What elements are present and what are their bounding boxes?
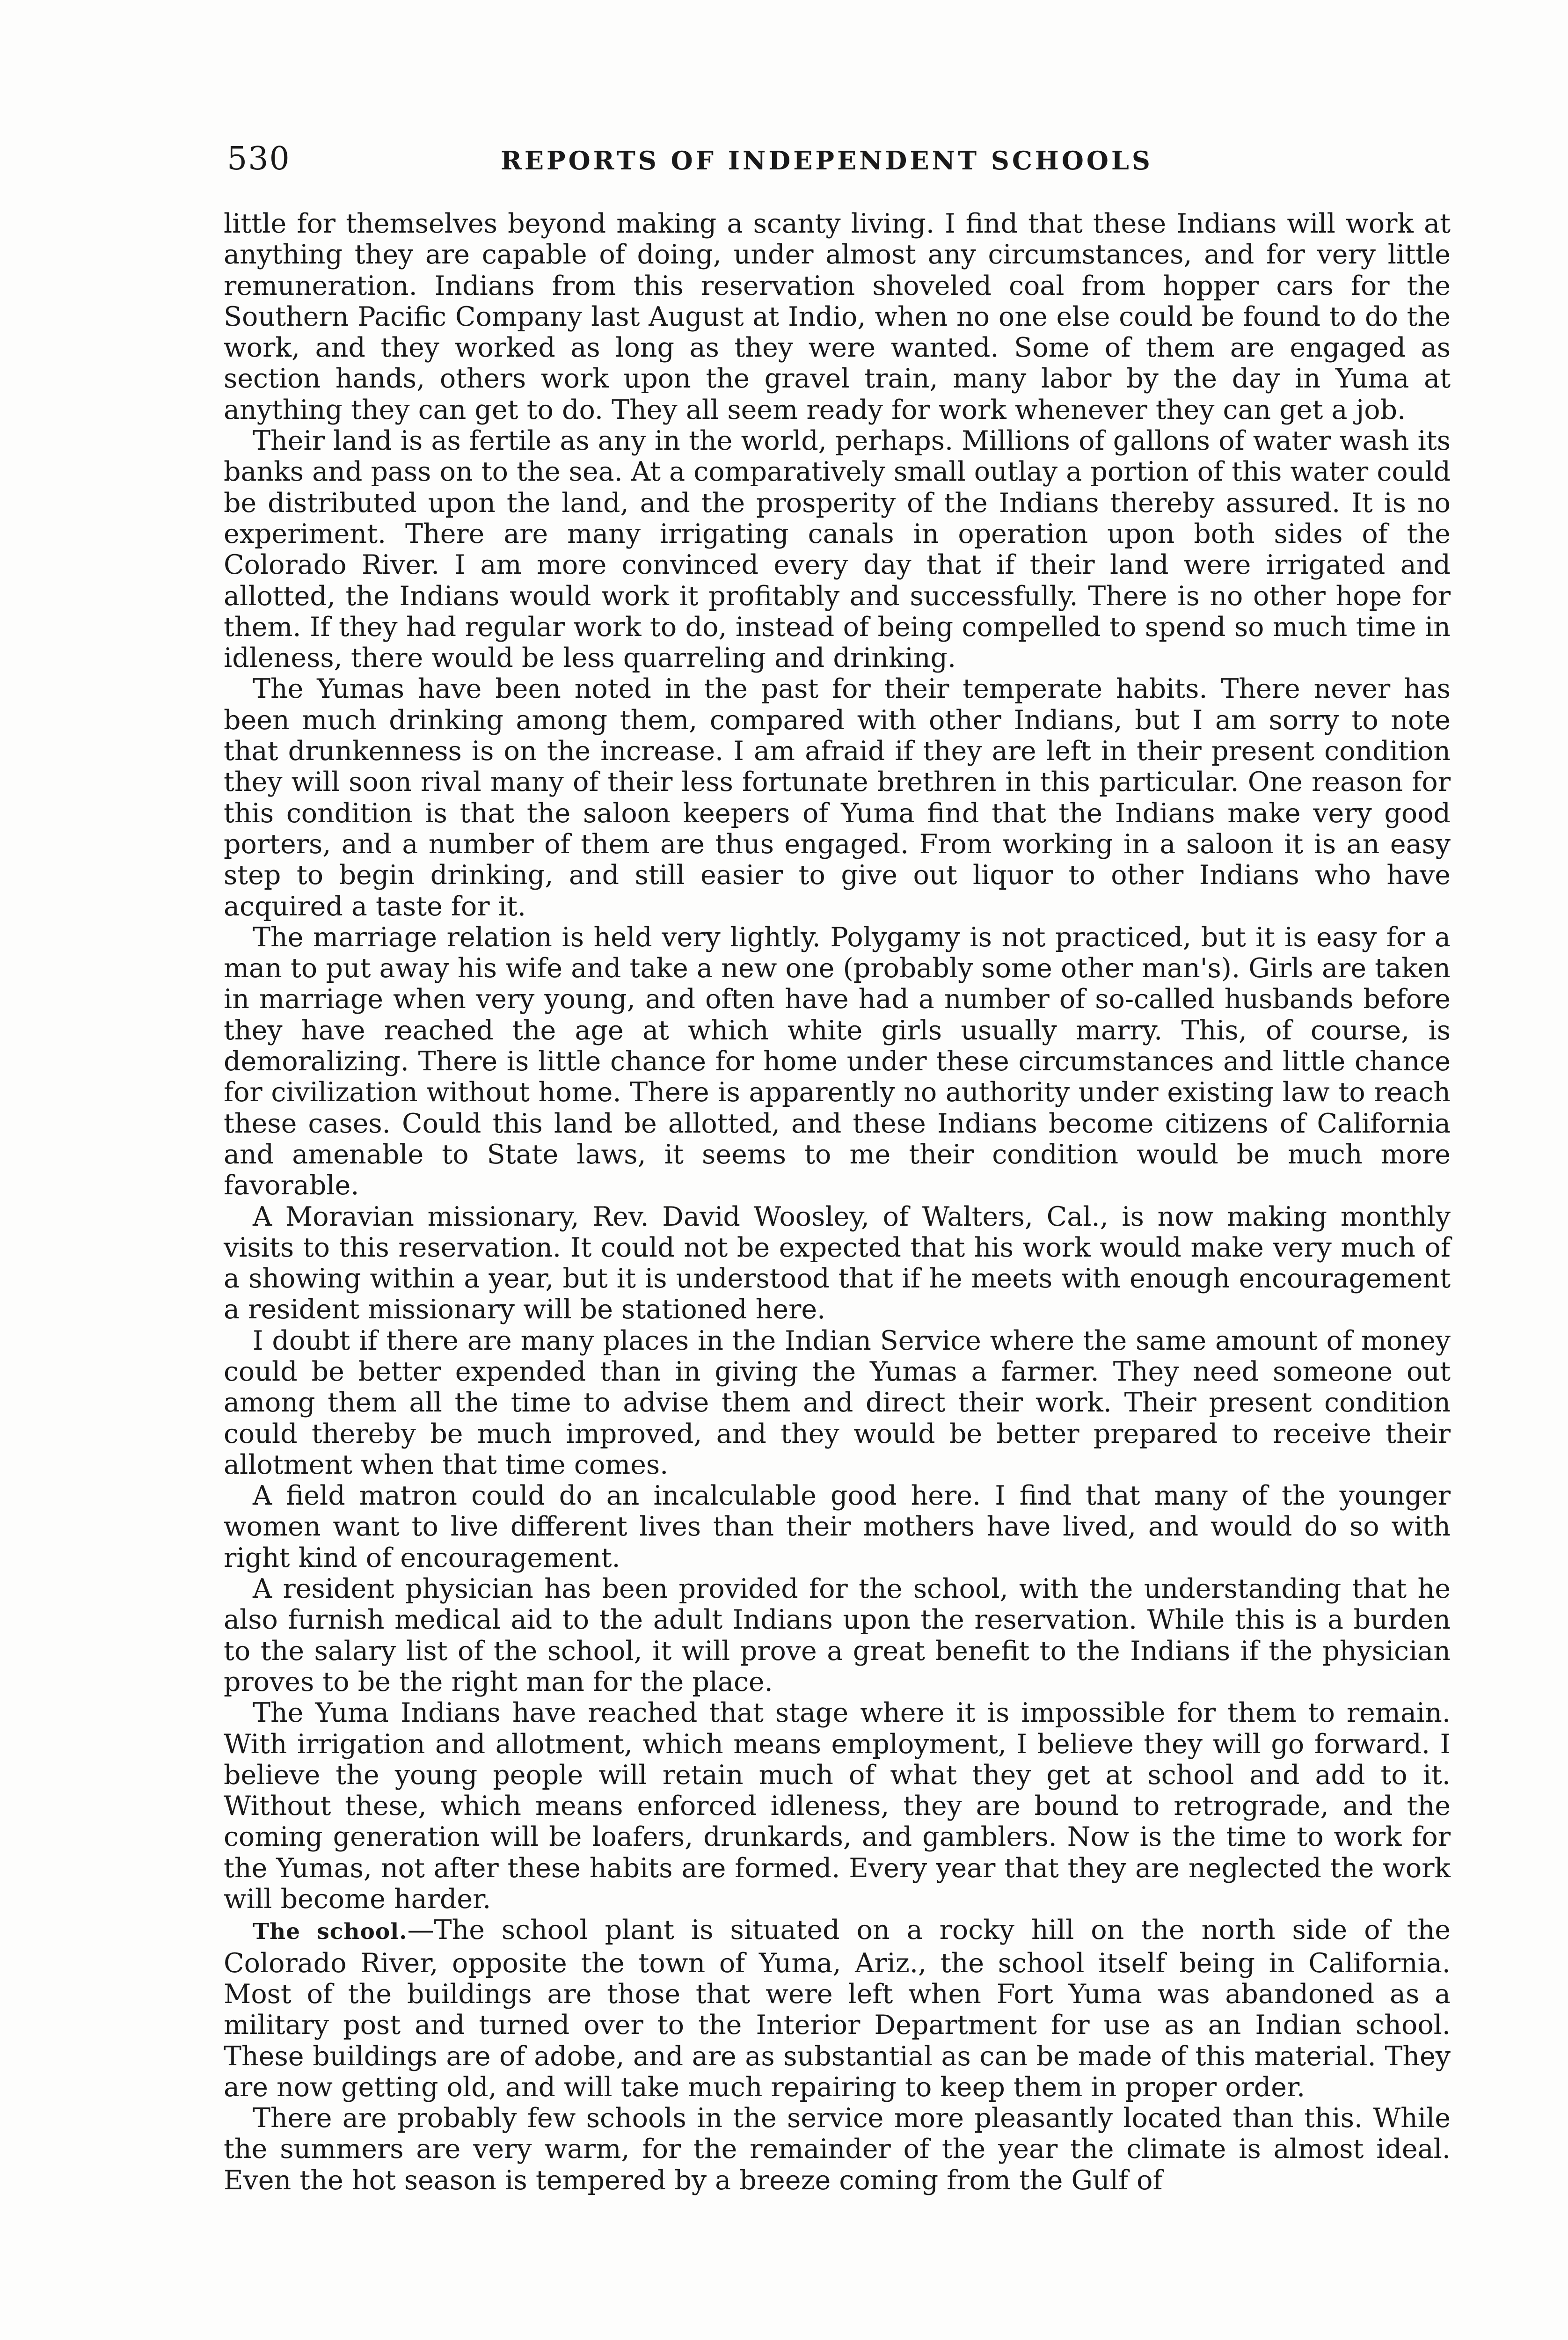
school-paragraph — [224, 1915, 1451, 2103]
final-paragraph: There are probably few schools in the service more pleasantly located than this. While the summers are very warm, for the remainder of the year the climate is almost ideal. Even the hot season is tempered by a breeze coming from the Gulf of — [224, 2103, 1451, 2196]
page-header — [227, 138, 1458, 180]
paragraph: little for themselves beyond making a scanty living. I find that these Indians will work at anything they are capable of doing, under almost any circumstances, and for very little remuneration. Indians from this reservation shoveled coal from hopper cars for the Southern Pacific Company last August at Indio, when no one else could be found to do the work, and they worked as long as they were wanted. Some of them are engaged as section hands, others work upon the gravel train, many labor by the day in Yuma at anything they can get to do. They all seem ready for work whenever they can get a job. — [224, 208, 1451, 425]
paragraph: A Moravian missionary, Rev. David Woosley, of Walters, Cal., is now making monthly visits to this reservation. It could not be expected that his work would make very much of a showing within a year, but it is understood that if he meets with enough encouragement a resident missionary will be stationed here. — [224, 1201, 1451, 1325]
paragraph: The marriage relation is held very lightly. Polygamy is not practiced, but it is easy for a man to put away his wife and take a new one (probably some other man's). Girls are taken in marriage when very young, and often have had a number of so-called husbands before they have reached the age at which white girls usually marry. This, of course, is demoralizing. There is little chance for home under these circumstances and little chance for civilization without home. There is apparently no authority under existing law to reach these cases. Could this land be allotted, and these Indians become citizens of California and amenable to State laws, it seems to me their condition would be much more favorable. — [224, 921, 1451, 1201]
paragraph: I doubt if there are many places in the Indian Service where the same amount of money could be better expended than in giving the Yumas a farmer. They need someone out among them all the time to advise them and direct their work. Their present condition could thereby be much improved, and they would be better prepared to receive their allotment when that time comes. — [224, 1325, 1451, 1480]
page-number: 530 — [227, 140, 291, 177]
running-head: REPORTS OF INDEPENDENT SCHOOLS — [501, 146, 1153, 176]
body-text — [224, 208, 1451, 2196]
paragraph: The Yumas have been noted in the past for their temperate habits. There never has been much drinking among them, compared with other Indians, but I am sorry to note that drunkenness is on the increase. I am afraid if they are left in their present condition they will soon rival many of their less fortunate brethren in this particular. One reason for this condition is that the saloon keepers of Yuma find that the Indians make very good porters, and a number of them are thus engaged. From working in a saloon it is an easy step to begin drinking, and still easier to give out liquor to other Indians who have acquired a taste for it. — [224, 673, 1451, 922]
side-head-the-school: The school. — [253, 1919, 408, 1945]
school-paragraph-text: —The school plant is situated on a rocky hill on the north side of the Colorado River, opposite the town of Yuma, Ariz., the school itself being in California. Most of the buildings are those that were left when Fort Yuma was abandoned as a military post and turned over to the Interior Department for use as an Indian school. These buildings are of adobe, and are as substantial as can be made of this material. They are now getting old, and will take much repairing to keep them in proper order. — [224, 1915, 1451, 2103]
paragraph: A resident physician has been provided for the school, with the understanding that he also furnish medical aid to the adult Indians upon the reservation. While this is a burden to the salary list of the school, it will prove a great benefit to the Indians if the physician proves to be the right man for the place. — [224, 1573, 1451, 1697]
paragraph: A field matron could do an incalculable good here. I find that many of the younger women want to live different lives than their mothers have lived, and would do so with right kind of encouragement. — [224, 1480, 1451, 1573]
paragraph: The Yuma Indians have reached that stage where it is impossible for them to remain. With irrigation and allotment, which means employment, I believe they will go forward. I believe the young people will retain much of what they get at school and add to it. Without these, which means enforced idleness, they are bound to retrograde, and the coming generation will be loafers, drunkards, and gamblers. Now is the time to work for the Yumas, not after these habits are formed. Every year that they are neglected the work will become harder. — [224, 1697, 1451, 1915]
paragraph: Their land is as fertile as any in the world, perhaps. Millions of gallons of water wash its banks and pass on to the sea. At a comparatively small outlay a portion of this water could be distributed upon the land, and the prosperity of the Indians thereby assured. It is no experiment. There are many irrigating canals in operation upon both sides of the Colorado River. I am more convinced every day that if their land were irrigated and allotted, the Indians would work it profitably and successfully. There is no other hope for them. If they had regular work to do, instead of being compelled to spend so much time in idleness, there would be less quarreling and drinking. — [224, 425, 1451, 674]
